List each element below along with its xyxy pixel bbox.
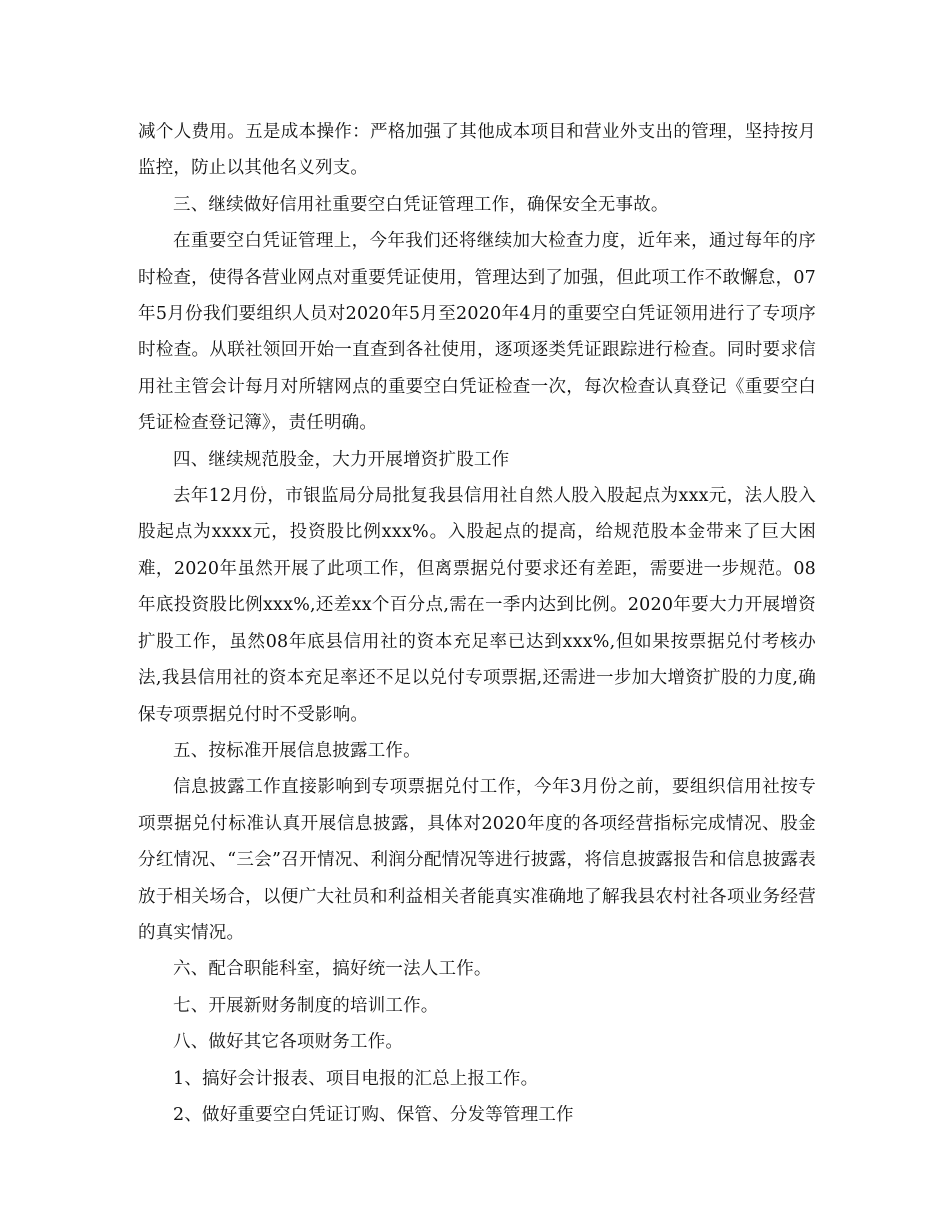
heading-section-3: 三、继续做好信用社重要空白凭证管理工作，确保安全无事故。 xyxy=(173,194,669,215)
list-item-1: 1、搞好会计报表、项目电报的汇总上报工作。 xyxy=(173,1068,539,1089)
paragraph-7: 信息披露工作直接影响到专项票据兑付工作，今年3月份之前，要组织信用社按专项票据兑付标准认真开展信息披露，具体对2020年度的各项经营指标完成情况、股金分红情况、“三会”召开情况、利润分配情况等进行披露，将信息披露报告和信息披露表放于相关场合，以便广大社员和利益相关者能真实准确地了解我县农村社各项业务经营的真实情况。 xyxy=(138,777,816,943)
paragraph-1: 减个人费用。五是成本操作：严格加强了其他成本项目和营业外支出的管理，坚持按月监控，防止以其他名义列支。 xyxy=(138,122,816,179)
heading-section-4: 四、继续规范股金，大力开展增资扩股工作 xyxy=(173,449,510,470)
heading-section-5: 五、按标准开展信息披露工作。 xyxy=(173,740,421,761)
paragraph-5: 去年12月份，市银监局分局批复我县信用社自然人股入股起点为xxx元，法人股入股起点为xxxx元，投资股比例xxx%。入股起点的提高，给规范股本金带来了巨大困难，2020年虽然开展了此项工作，但离票据兑付要求还有差距，需要进一步规范。08年底投资股比例xxx%,还差xx个百分点,需在一季内达到比例。2020年要大力开展增资扩股工作，虽然08年底县信用社的资本充足率已达到xxx%,但如果按票据兑付考核办法,我县信用社的资本充足率还不足以兑付专项票据,还需进一步加大增资扩股的力度,确保专项票据兑付时不受影响。 xyxy=(138,486,816,725)
document-body xyxy=(138,114,816,1133)
heading-section-7: 七、开展新财务制度的培训工作。 xyxy=(173,995,439,1016)
heading-section-8: 八、做好其它各项财务工作。 xyxy=(173,1032,404,1053)
heading-section-6: 六、配合职能科室，搞好统一法人工作。 xyxy=(173,959,492,980)
paragraph-3: 在重要空白凭证管理上，今年我们还将继续加大检查力度，近年来，通过每年的序时检查，使得各营业网点对重要凭证使用，管理达到了加强，但此项工作不敢懈怠，07年5月份我们要组织人员对2020年5月至2020年4月的重要空白凭证领用进行了专项序时检查。从联社领回开始一直查到各社使用，逐项逐类凭证跟踪进行检查。同时要求信用社主管会计每月对所辖网点的重要空白凭证检查一次，每次检查认真登记《重要空白凭证检查登记簿》，责任明确。 xyxy=(138,231,816,434)
list-item-2: 2、做好重要空白凭证订购、保管、分发等管理工作 xyxy=(173,1104,574,1125)
